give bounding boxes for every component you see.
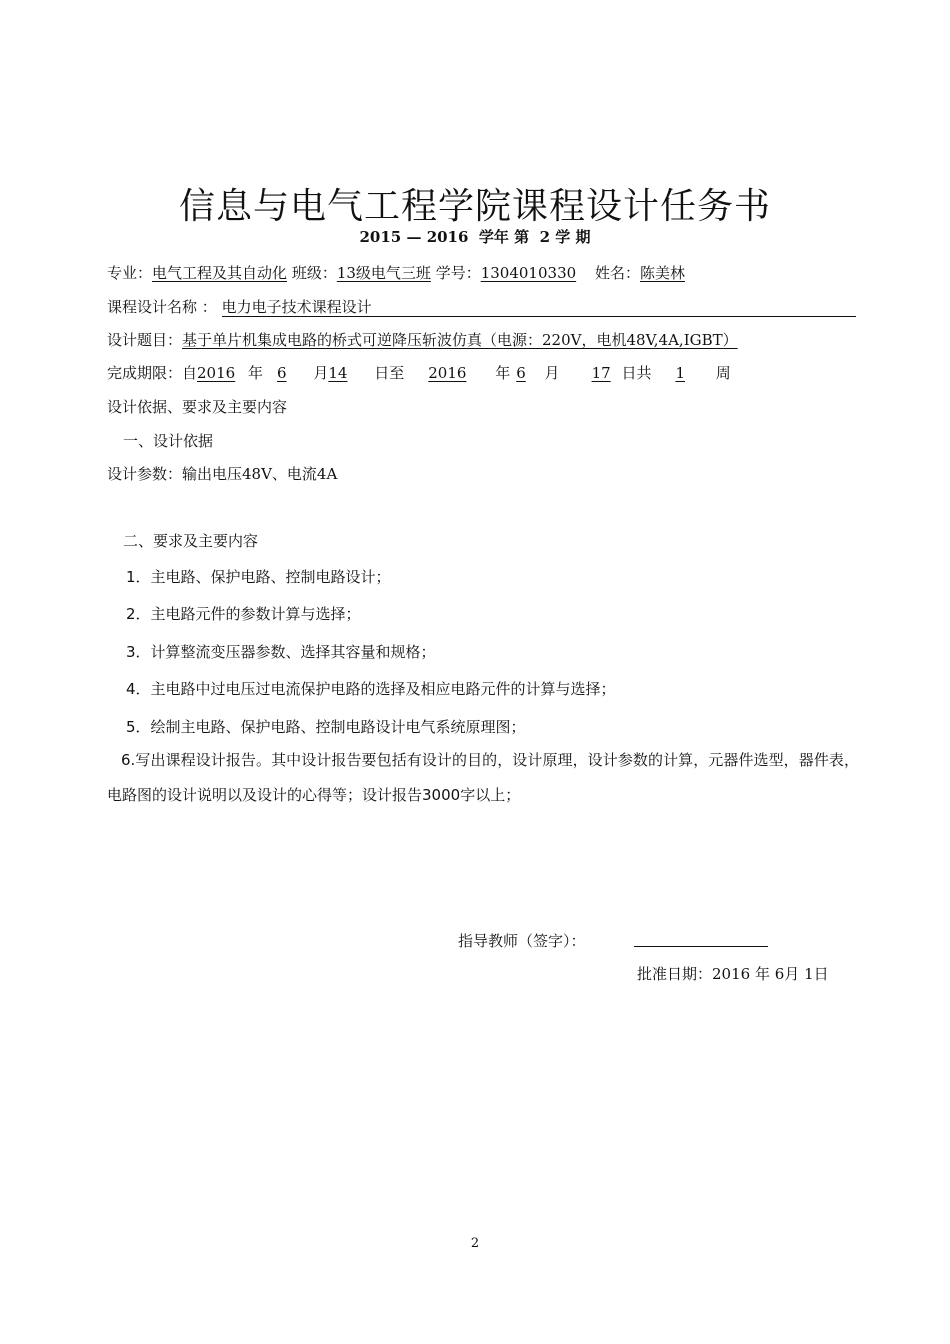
approval-month: 6 [774, 965, 785, 983]
major-label: 专业： [107, 264, 153, 282]
course-name-line [107, 296, 856, 317]
term-di: 第 [514, 228, 530, 246]
student-id-label: 学号： [435, 264, 481, 282]
design-topic-line [107, 329, 738, 350]
requirement-item [126, 566, 391, 587]
deadline-start-month: 6 [277, 364, 287, 382]
deadline-start-day: 14 [328, 364, 348, 382]
requirement-item [126, 603, 361, 624]
signature-line [634, 946, 768, 947]
course-name-label: 课程设计名称 ： [107, 298, 217, 316]
requirement-text: 写出课程设计报告。其中设计报告要包括有设计的目的，设计原理，设计参数的计算，元器件选型，器件表，电路图的设计说明以及设计的心得等；设计报告 [107, 751, 859, 804]
deadline-month-word-2: 月 [544, 364, 560, 382]
design-params: 设计参数：输出电压48V、电流4A [107, 465, 338, 483]
deadline-year-word: 年 [247, 364, 263, 382]
term-semester-word: 学 期 [555, 228, 591, 246]
term-dash: — [406, 228, 422, 246]
section-heading: 设计依据、要求及主要内容 [107, 398, 288, 416]
deadline-start-year: 2016 [197, 364, 236, 382]
basis-heading: 一、设计依据 [123, 432, 214, 450]
deadline-day-total: 日共 [621, 364, 652, 382]
report-word-count: 3000 [422, 786, 461, 804]
requirement-num: 2． [126, 605, 151, 623]
deadline-month-word: 月 [313, 364, 329, 382]
deadline-label: 完成期限：自 [107, 364, 198, 382]
course-name-value: 电力电子技术课程设计 [221, 298, 372, 316]
name-value: 陈美林 [639, 264, 685, 282]
deadline-year-word-2: 年 [495, 364, 511, 382]
requirement-num: 6. [121, 751, 136, 769]
requirement-num: 5． [126, 718, 151, 736]
name-label: 姓名： [594, 264, 640, 282]
approval-month-word: 月 [784, 965, 800, 983]
deadline-end-year: 2016 [428, 364, 467, 382]
term-year-word: 学年 [478, 228, 509, 246]
deadline-end-day: 17 [591, 364, 611, 382]
requirement-text: 主电路元件的参数计算与选择； [150, 605, 361, 623]
requirement-text: 主电路、保护电路、控制电路设计； [150, 568, 391, 586]
deadline-end-month: 6 [516, 364, 526, 382]
approval-day-word: 日 [813, 965, 829, 983]
requirement-item [126, 678, 616, 699]
approval-date [637, 963, 829, 984]
deadline-line [107, 362, 731, 383]
requirement-num: 4． [126, 680, 151, 698]
design-topic-value: 基于单片机集成电路的桥式可逆降压斩波仿真（电源：220V，电机48V,4A,IGBT） [182, 331, 738, 349]
requirement-text: 主电路中过电压过电流保护电路的选择及相应电路元件的计算与选择； [150, 680, 616, 698]
design-topic-label: 设计题目： [107, 331, 183, 349]
academic-term [0, 226, 950, 247]
advisor-signature-label: 指导教师（签字）： [458, 932, 586, 950]
term-end-year: 2016 [426, 228, 469, 246]
requirement-text: 绘制主电路、保护电路、控制电路设计电气系统原理图； [150, 718, 526, 736]
class-value: 13级电气三班 [336, 264, 431, 282]
approval-label: 批准日期： [637, 965, 713, 983]
requirement-item [126, 641, 436, 662]
requirements-heading: 二、要求及主要内容 [123, 532, 259, 550]
student-id-value: 1304010330 [480, 264, 577, 282]
requirement-item-6 [107, 743, 859, 813]
term-semester: 2 [539, 228, 551, 246]
page-number: 2 [470, 1236, 480, 1251]
major-value: 电气工程及其自动化 [152, 264, 288, 282]
requirement-num: 3． [126, 643, 151, 661]
deadline-weeks: 1 [675, 364, 685, 382]
deadline-week-word: 周 [715, 364, 731, 382]
requirement-num: 1． [126, 568, 151, 586]
page-title: 信息与电气工程学院课程设计任务书 [178, 186, 771, 227]
approval-day: 1 [804, 965, 814, 983]
approval-year: 2016 [712, 965, 751, 983]
term-start-year: 2015 [359, 228, 402, 246]
requirement-item [126, 716, 526, 737]
class-label: 班级： [291, 264, 337, 282]
requirement-text: 计算整流变压器参数、选择其容量和规格； [150, 643, 436, 661]
approval-year-word: 年 [754, 965, 770, 983]
requirement-text-end: 字以上； [460, 786, 521, 804]
student-info-line [107, 262, 693, 283]
deadline-day-to: 日至 [374, 364, 405, 382]
course-name-underline [222, 298, 856, 317]
